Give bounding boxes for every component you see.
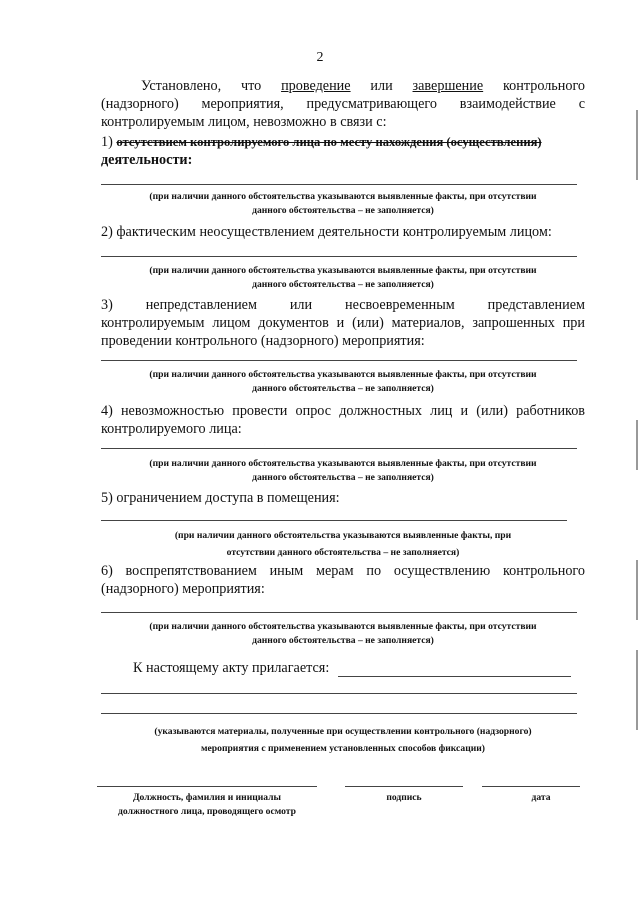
signature-line xyxy=(345,786,463,787)
fill-line xyxy=(338,676,571,677)
intro-line-2: (надзорного) мероприятия, предусматривающего взаимодействие с xyxy=(101,96,585,112)
item-4-line-1: 4) невозможностью провести опрос должностных лиц и (или) работников xyxy=(101,403,585,419)
scan-edge-mark xyxy=(636,110,638,180)
hint: (при наличии данного обстоятельства указываются выявленные факты, при отсутствии данного обстоятельства – не заполняется) xyxy=(149,265,537,290)
scan-edge-mark xyxy=(636,560,638,620)
hint: (при наличии данного обстоятельства указываются выявленные факты, при отсутствии данного обстоятельства – не заполняется) xyxy=(149,191,537,216)
fill-line xyxy=(101,448,577,449)
intro-line-3: контролируемым лицом, невозможно в связи с: xyxy=(101,114,387,130)
item-3-line-1: 3) непредставлением или несвоевременным представлением xyxy=(101,297,585,313)
page-number: 2 xyxy=(316,50,324,65)
attach-label: К настоящему акту прилагается: xyxy=(133,660,330,676)
item-5: 5) ограничением доступа в помещения: xyxy=(101,490,340,506)
attach-hint: (указываются материалы, полученные при осуществлении контрольного (надзорного) мероприятия с применением установленных способов фиксации) xyxy=(154,726,532,754)
hint: (при наличии данного обстоятельства указываются выявленные факты, при отсутствии данного обстоятельства – не заполняется) xyxy=(149,621,537,646)
fill-line xyxy=(101,360,577,361)
item-1-line-2: деятельности: xyxy=(101,152,193,168)
hint: (при наличии данного обстоятельства указываются выявленные факты, при отсутствии данного обстоятельства – не заполняется) xyxy=(149,458,537,483)
item-6-line-1: 6) воспрепятствованием иным мерам по осуществлению контрольного xyxy=(101,563,585,579)
item-2: 2) фактическим неосуществлением деятельности контролируемым лицом: xyxy=(101,224,552,240)
fill-line xyxy=(101,612,577,613)
date-label: дата xyxy=(531,792,551,803)
fill-line xyxy=(101,184,577,185)
scan-edge-mark xyxy=(636,420,638,470)
position-line xyxy=(97,786,317,787)
item-3-line-3: проведении контрольного (надзорного) мероприятия: xyxy=(101,333,425,349)
intro-line-1: Установлено, что проведение или завершение контрольного xyxy=(141,78,586,94)
item-3-line-2: контролируемым лицом документов и (или) материалов, запрошенных при xyxy=(101,315,585,331)
item-4-line-2: контролируемого лица: xyxy=(101,421,242,437)
signature-label: подпись xyxy=(386,792,422,803)
hint: (при наличии данного обстоятельства указываются выявленные факты, при отсутствии данного обстоятельства – не заполняется) xyxy=(149,369,537,394)
fill-line xyxy=(101,713,577,714)
item-1-line-1: 1) отсутствием контролируемого лица по месту нахождения (осуществления) xyxy=(101,134,542,150)
fill-line xyxy=(101,520,567,521)
fill-line xyxy=(101,256,577,257)
scan-edge-mark xyxy=(636,650,638,730)
position-label: Должность, фамилия и инициалы должностного лица, проводящего осмотр xyxy=(118,792,296,817)
item-6-line-2: (надзорного) мероприятия: xyxy=(101,581,265,597)
date-line xyxy=(482,786,580,787)
hint: (при наличии данного обстоятельства указываются выявленные факты, при отсутствии данного обстоятельства – не заполняется) xyxy=(174,530,512,558)
fill-line xyxy=(101,693,577,694)
